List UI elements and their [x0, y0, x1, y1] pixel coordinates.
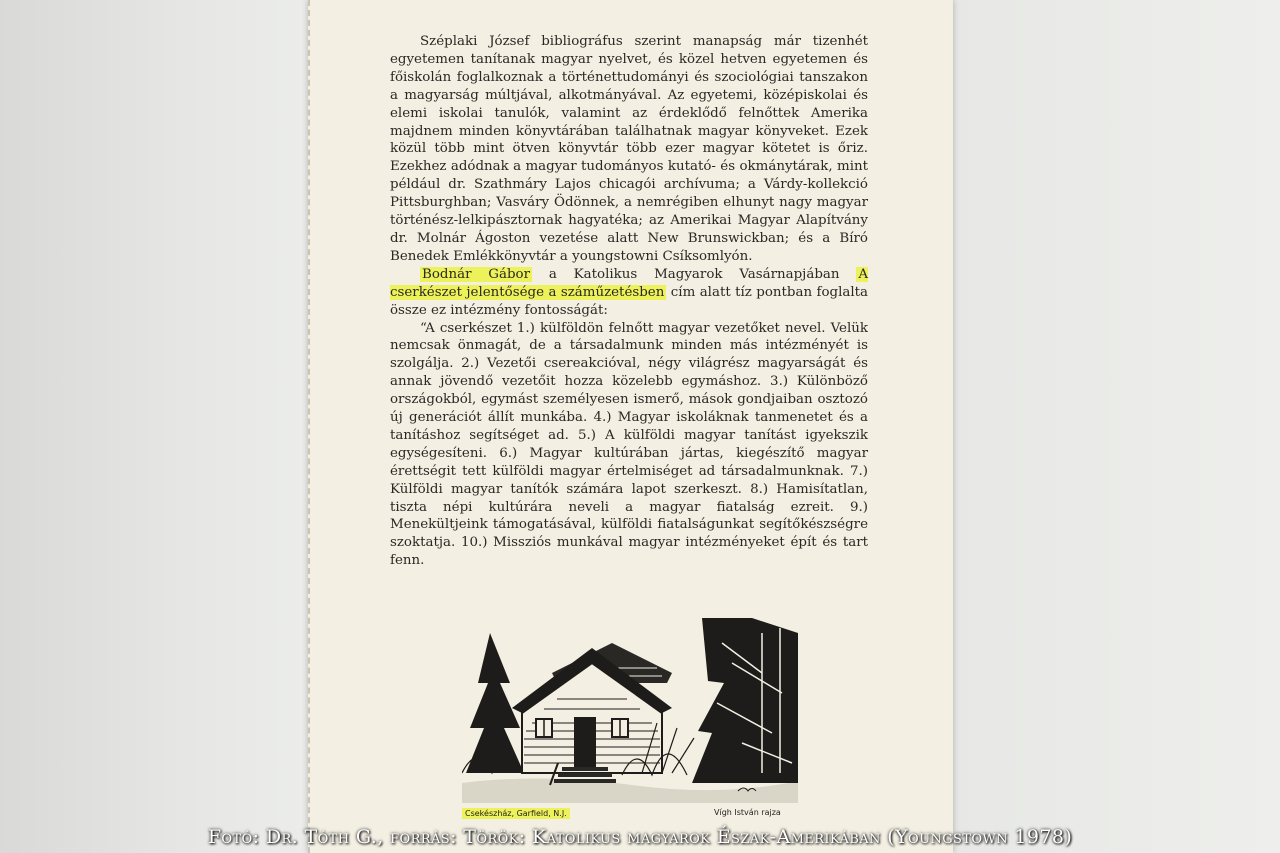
page-text — [390, 33, 868, 570]
scout-house-illustration — [462, 613, 798, 823]
illustration-caption: Csekészház, Garfield, N.J. — [462, 808, 570, 819]
paragraph-rest: cím alatt tíz pontban foglalta össze ez intézmény fontosságát: — [390, 284, 868, 318]
paragraph-libraries: Széplaki József bibliográfus szerint manapság már tizenhét egyetemen tanítanak magyar nyelvet, és közel hetven egyetemen és főiskolán foglalkoznak a történettudományi és szociológiai tanszakon a magyarság múltjával, alkotmányával. Az egyetemi, középiskolai és elemi iskolai tanulók, valamint az érdeklődő felnőttek Amerika majdnem minden könyvtárában találhatnak magyar könyveket. Ezek közül több mint ötven könyvtár több ezer magyar kötetet is őriz. Ezekhez adódnak a magyar tudományos kutató- és okmánytárak, mint például dr. Szathmáry Lajos chicagói archívuma; a Várdy-kollekció Pittsburghban; Vasváry Ödönnek, a nemrégiben elhunyt nagy magyar történész-lelkipásztornak hagyatéka; az Amerikai Magyar Alapítvány dr. Molnár Ágoston vezetése alatt New Brunswickban; és a Bíró Benedek Emlékkönyvtár a youngstowni Csíksomlyón. — [390, 34, 868, 264]
background-surface-right — [950, 0, 1280, 853]
paragraph-quote: “A cserkészet 1.) külföldön felnőtt magyar vezetőket nevel. Velük nemcsak önmagát, de a társadalmunk minden más intézményét is szolgálja. 2.) Vezetői csereakcióval, négy világrész magyarságát és annak jövendő vezetőit hozza közelebb egymáshoz. 3.) Különböző országokból, egymást személyesen ismerő, mások gondjaiban osztozó új generációt állít munkába. 4.) Magyar iskoláknak tanmenetet és a tanításhoz segítséget ad. 5.) A külföldi magyar tanítást igyekszik egységesíteni. 6.) Magyar kultúrában jártas, kiegészítő magyar érettségit tett külföldi magyar értelmiséget ad társadalmunknak. 7.) Külföldi magyar tanítók számára lapot szerkeszt. 8.) Hamisítatlan, tiszta népi kultúrára neveli a magyar fiatalság ezreit. 9.) Menekültjeink támogatásával, külföldi fiatalságunkat segítőkészségre szoktatja. 10.) Missziós munkával magyar intézményeket épít és tart fenn. — [390, 320, 868, 569]
book-page — [308, 0, 953, 853]
illustration-credit: Vígh István rajza — [714, 808, 781, 817]
paragraph-scouting — [390, 266, 868, 320]
photo-credit-overlay: Fotó: Dr. Tóth G., forrás: Török: Katolikus magyarok Észak-Amerikában (Youngstown 1978) — [207, 826, 1073, 848]
background-surface-left — [0, 0, 310, 853]
paragraph-middle: a Katolikus Magyarok Vasárnapjában — [532, 266, 857, 282]
highlight-article-title: A cserkészet jelentősége a száműzetésben — [390, 266, 868, 300]
highlight-author: Bodnár Gábor — [422, 266, 531, 282]
